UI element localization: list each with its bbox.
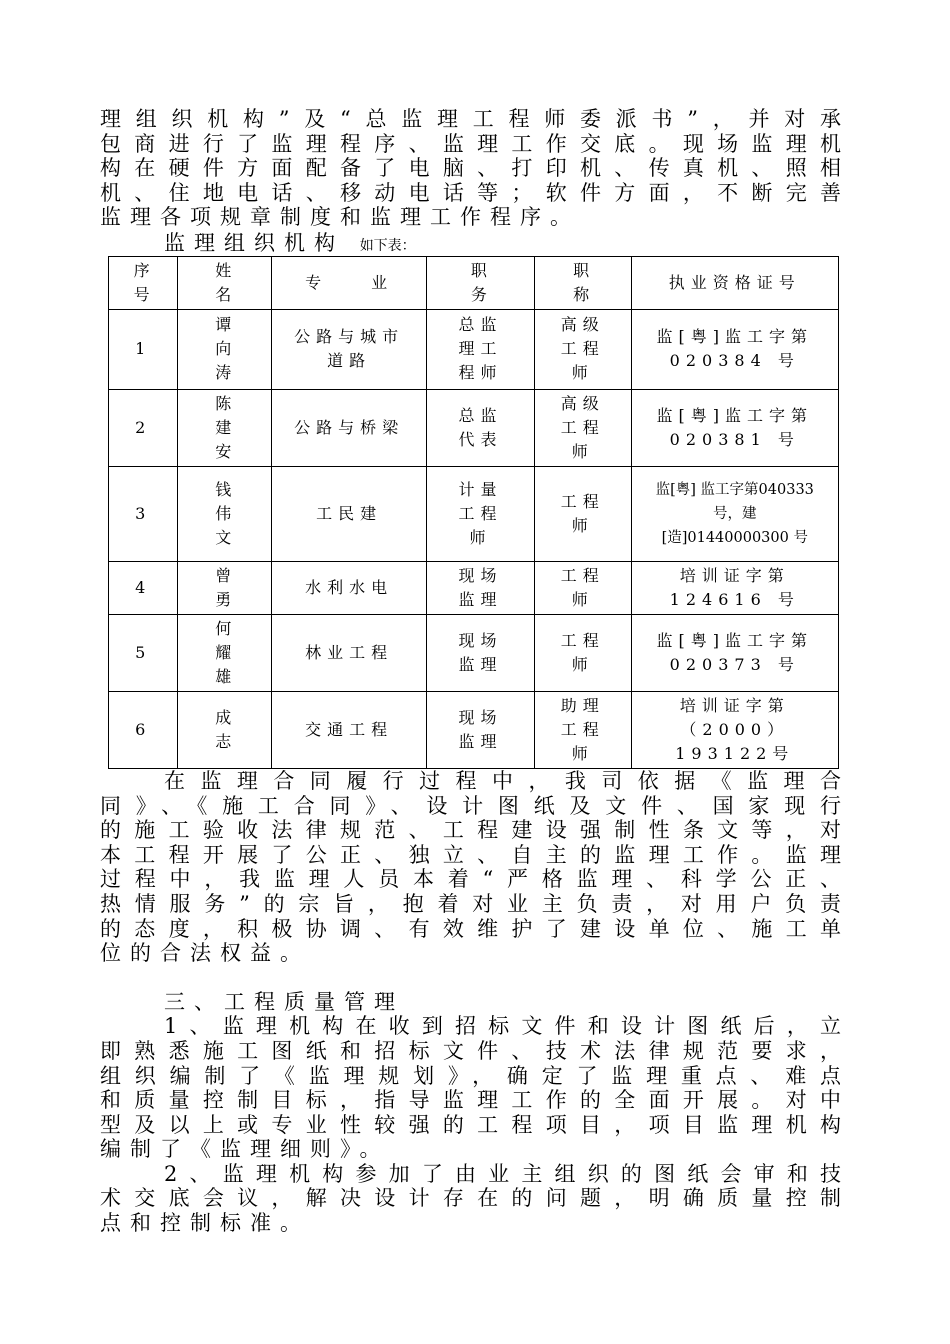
cell-position: 总监理工程师: [458, 315, 503, 383]
cell-cert: 培训证字第（2000）193122号: [675, 695, 795, 763]
cell-title: 高级工程师: [560, 393, 605, 461]
text-line: 术交底会议，解决设计存在的问题，明确质量控制: [100, 1186, 841, 1211]
text-line: 的施工验收法律规范、工程建设强制性条文等，对: [100, 818, 841, 843]
cell-position: 现场监理: [458, 707, 503, 751]
text-line: 过程中，我监理人员本着“严格监理、科学公正、: [100, 867, 841, 892]
text-line: 位的合法权益。: [100, 941, 310, 966]
text-line: 1、监理机构在收到招标文件和设计图纸后，立: [164, 1014, 841, 1039]
cell-name: 谭向涛: [215, 315, 238, 383]
text-line: 同》、《施工合同》、设计图纸及文件、国家现行: [100, 793, 841, 818]
paragraph-item-2: [100, 1162, 841, 1236]
cell-cert: 监[粤] 监工字第040333号，建[造]01440000300 号: [655, 481, 814, 546]
staff-table: [108, 256, 839, 769]
table-row: [109, 561, 839, 614]
table-row: [109, 309, 839, 389]
table-header-row: [109, 256, 839, 309]
cell-cert: 监[粤]监工字第 020381 号: [656, 405, 814, 449]
header-name: 姓名: [215, 260, 238, 304]
cell-title: 助理工程师: [560, 695, 605, 763]
text-line: 构在硬件方面配备了电脑、打印机、传真机、照相: [100, 156, 841, 181]
paragraph-item-1: [100, 1014, 841, 1162]
text-line: 编制了《监理细则》。: [100, 1137, 390, 1162]
cell-title: 工程师: [560, 565, 605, 609]
text-line: 的态度，积极协调、有效维护了建设单位、施工单: [100, 916, 841, 941]
header-seq: 序号: [133, 260, 156, 304]
cell-cert: 监[粤]监工字第 020373 号: [656, 630, 814, 674]
document-page: [100, 107, 841, 1236]
table-row: [109, 614, 839, 691]
section-heading: 三、工程质量管理: [164, 989, 404, 1014]
cell-seq: 1: [109, 309, 178, 389]
cell-major: 公路与桥梁: [294, 417, 405, 437]
cell-major: 工民建: [316, 503, 383, 523]
text-line: 即熟悉施工图纸和招标文件、技术法律规范要求，: [100, 1038, 841, 1063]
text-line: 本工程开展了公正、独立、自主的监理工作。监理: [100, 842, 841, 867]
header-position: 职务: [470, 260, 493, 304]
table-caption: [100, 230, 841, 256]
cell-title: 高级工程师: [560, 315, 605, 383]
cell-name: 曾勇: [215, 565, 238, 609]
cell-position: 现场监理: [458, 565, 503, 609]
intro-paragraph: [100, 107, 841, 230]
cell-major: 交通工程: [305, 719, 394, 739]
header-cert: 执业资格证号: [668, 272, 801, 292]
cell-seq: 3: [109, 466, 178, 561]
text-line: 组织编制了《监理规划》，确定了监理重点、难点: [100, 1063, 841, 1088]
text-line: 包商进行了监理程序、监理工作交底。现场监理机: [100, 131, 841, 156]
cell-major: 水利水电: [305, 577, 394, 597]
cell-seq: 2: [109, 389, 178, 466]
text-line: 2、监理机构参加了由业主组织的图纸会审和技: [164, 1161, 841, 1186]
cell-name: 钱伟文: [215, 479, 238, 547]
cell-title: 工程师: [560, 630, 605, 674]
table-row: [109, 466, 839, 561]
text-line: 在监理合同履行过程中，我司依据《监理合: [164, 768, 841, 793]
table-row: [109, 691, 839, 768]
text-line: 理组织机构”及“总监理工程师委派书”，并对承: [100, 107, 841, 131]
cell-seq: 5: [109, 614, 178, 691]
cell-major: 林业工程: [305, 642, 394, 662]
table-row: [109, 389, 839, 466]
cell-major: 公路与城市道路: [294, 327, 405, 371]
paragraph-supervision: [100, 769, 841, 966]
cell-cert: 监[粤]监工字第 020384 号: [656, 327, 814, 371]
header-title: 职称: [573, 260, 596, 304]
text-line: 机、住地电话、移动电话等；软件方面，不断完善: [100, 180, 841, 205]
text-line: 和质量控制目标，指导监理工作的全面开展。对中: [100, 1088, 841, 1113]
cell-name: 何耀雄: [215, 618, 238, 686]
text-line: 点和控制标准。: [100, 1211, 310, 1236]
text-line: 监理各项规章制度和监理工作程序。: [100, 205, 580, 230]
cell-name: 陈建安: [215, 393, 238, 461]
cell-position: 计量工程师: [458, 479, 503, 547]
cell-cert: 培训证字第124616 号: [669, 565, 800, 609]
header-major: 专 业: [305, 272, 394, 292]
caption-note: 如下表：: [359, 237, 416, 254]
cell-position: 现场监理: [458, 630, 503, 674]
text-line: 热情服务”的宗旨，抱着对业主负责，对用户负责: [100, 891, 841, 916]
cell-name: 成志: [215, 707, 238, 751]
cell-position: 总监代表: [458, 405, 503, 449]
cell-title: 工程师: [560, 491, 605, 535]
cell-seq: 6: [109, 691, 178, 768]
cell-seq: 4: [109, 561, 178, 614]
text-line: 型及以上或专业性较强的工程项目，项目监理机构: [100, 1112, 841, 1137]
caption-main: 监理组织机构: [164, 230, 344, 255]
